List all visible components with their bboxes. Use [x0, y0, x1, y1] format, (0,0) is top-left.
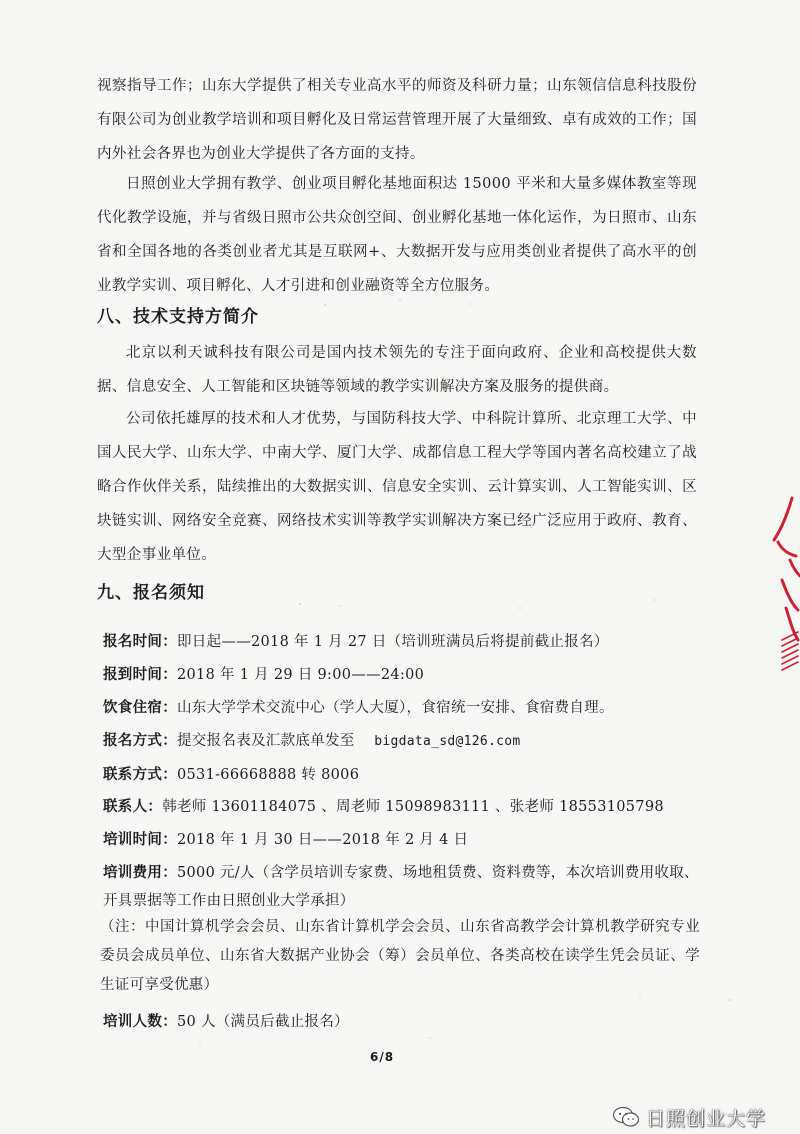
wechat-watermark	[612, 1102, 766, 1132]
row-label: 联系方式：	[103, 766, 177, 783]
row-label: 培训人数：	[103, 1013, 177, 1030]
row-value: 0531-66668888 转 8006	[177, 767, 360, 783]
row-value: 山东大学学术交流中心（学人大厦），食宿统一安排、食宿费自理。	[177, 700, 614, 716]
row-value: 2018 年 1 月 30 日——2018 年 2 月 4 日	[177, 832, 469, 848]
discount-note: （注：中国计算机学会会员、山东省计算机学会会员、山东省高教学会计算机教学研究专业委员会成员单位、山东省大数据产业协会（筹）会员单位、各类高校在读学生凭会员证、学生证可享受优惠）	[100, 919, 700, 993]
info-row-contact	[103, 763, 703, 784]
info-row-fee-continued: 开具票据等工作由日照创业大学承担）	[103, 893, 355, 909]
intro-paragraph-2: 日照创业大学拥有教学、创业项目孵化基地面积达 15000 平米和大量多媒体教室等现代化教学设施，并与省级日照市公共众创空间、创业孵化基地一体化运作，为日照市、山东省和全国各地的各类创业者尤其是互联网+、大数据开发与应用类创业者提供了高水平的创业教学实训、项目孵化、人才引进和创业融资等全方位服务。	[97, 176, 697, 294]
row-value: 提交报名表及汇款底单发至	[177, 733, 355, 749]
info-row-training-time	[103, 828, 703, 849]
row-value: 2018 年 1 月 29 日 9:00——24:00	[177, 667, 425, 683]
info-row-checkin-time	[103, 663, 703, 684]
row-label: 培训时间：	[103, 831, 177, 848]
info-row-contact-people	[103, 795, 703, 816]
row-value: 5000 元/人（含学员培训专家费、场地租赁费、资料费等，本次培训费用收取、	[177, 865, 699, 881]
info-row-signup-method	[103, 729, 703, 750]
email-link[interactable]: bigdata_sd@126.com	[374, 734, 521, 749]
page-number: 6/8	[370, 1050, 395, 1064]
section-8-paragraph-1: 北京以利天诚科技有限公司是国内技术领先的专注于面向政府、企业和高校提供大数据、信息安全、人工智能和区块链等领域的教学实训解决方案及服务的提供商。	[97, 345, 697, 395]
row-value: 50 人（满员后截止报名）	[177, 1014, 349, 1030]
section-8-paragraph-2: 公司依托雄厚的技术和人才优势，与国防科技大学、中科院计算所、北京理工大学、中国人民大学、山东大学、中南大学、厦门大学、成都信息工程大学等国内著名高校建立了战略合作伙伴关系，陆续推出的大数据实训、信息安全实训、云计算实训、人工智能实训、区块链实训、网络安全竞赛、网络技术实训等教学实训解决方案已经广泛应用于政府、教育、大型企事业单位。	[97, 411, 697, 563]
watermark-text: 日照创业大学	[646, 1107, 767, 1130]
section-9-heading: 九、报名须知	[97, 583, 205, 603]
wechat-icon	[612, 1106, 640, 1128]
row-label: 饮食住宿：	[103, 699, 177, 716]
row-label: 报名时间：	[103, 633, 177, 650]
row-label: 联系人：	[103, 798, 163, 815]
row-label: 报到时间：	[103, 666, 177, 683]
red-seal-stamp-fragment	[752, 490, 800, 690]
info-row-signup-time	[103, 630, 703, 651]
intro-paragraph-1: 视察指导工作；山东大学提供了相关专业高水平的师资及科研力量；山东领信信息科技股份有限公司为创业教学培训和项目孵化及日常运营管理开展了大量细致、卓有成效的工作；国内外社会各界也为创业大学提供了各方面的支持。	[97, 78, 697, 162]
row-value: 即日起——2018 年 1 月 27 日（培训班满员后将提前截止报名）	[177, 634, 609, 650]
info-row-accommodation	[103, 696, 703, 717]
row-label: 培训费用：	[103, 864, 177, 881]
row-value: 韩老师 13601184075 、周老师 15098983111 、张老师 18553105798	[162, 799, 664, 815]
row-label: 报名方式：	[103, 732, 177, 749]
info-row-fee	[103, 861, 703, 882]
section-8-heading: 八、技术支持方简介	[97, 307, 259, 327]
info-row-capacity	[103, 1010, 703, 1031]
